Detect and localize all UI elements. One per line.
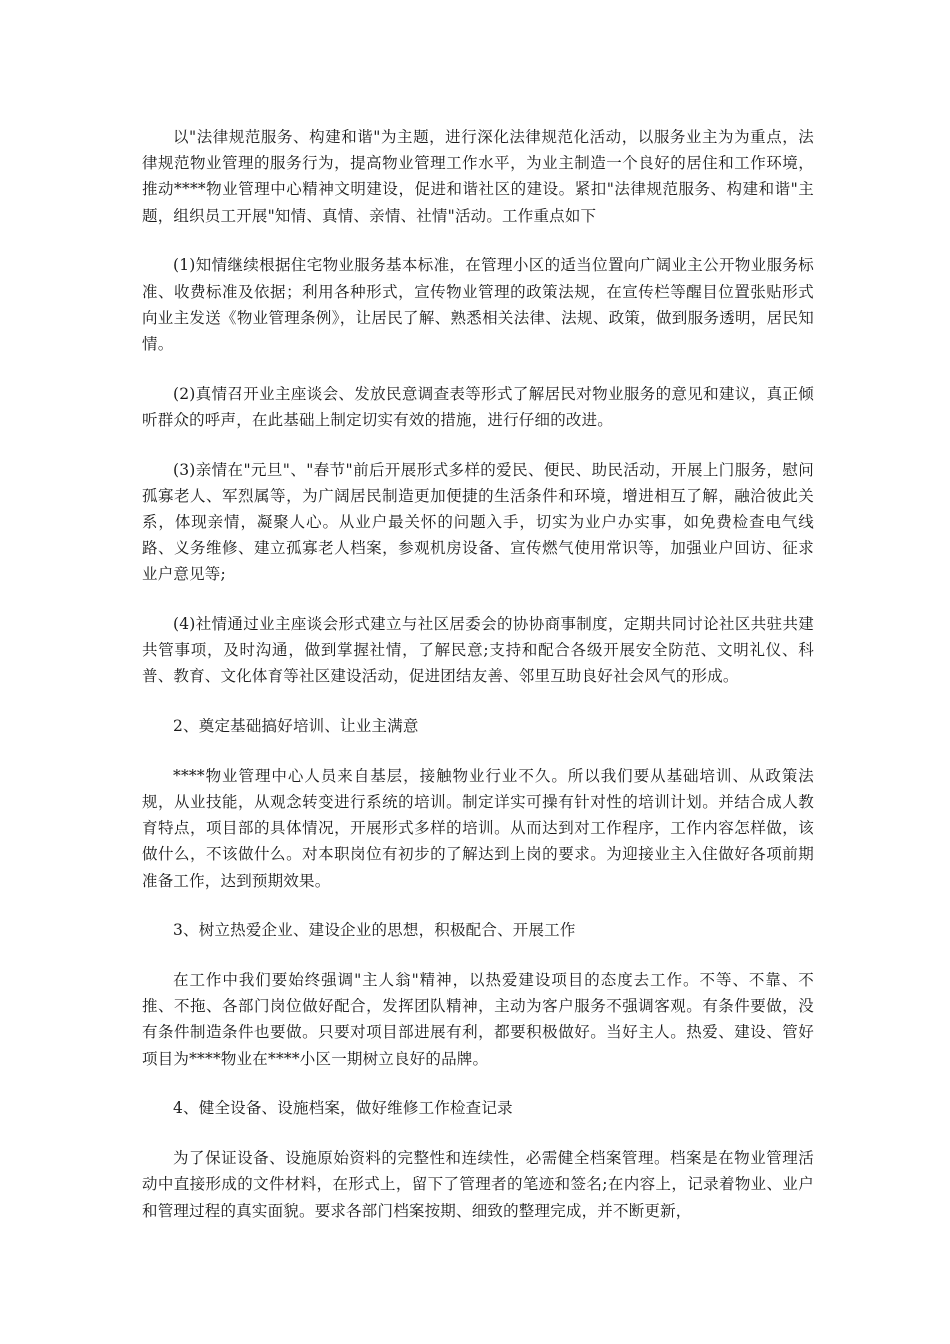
item-1-paragraph: (1)知情继续根据住宅物业服务基本标准，在管理小区的适当位置向广阔业主公开物业服务标准、收费标准及依据；利用各种形式，宣传物业管理的政策法规，在宣传栏等醒目位置张贴形式向业主发送《物业管理条例》，让居民了解、熟悉相关法律、法规、政策，做到服务透明，居民知情。: [142, 256, 814, 353]
document-body: [142, 124, 814, 1247]
item-4-paragraph: (4)社情通过业主座谈会形式建立与社区居委会的协协商事制度，定期共同讨论社区共驻共建共管事项，及时沟通，做到掌握社情，了解民意;支持和配合各级开展安全防范、文明礼仪、科普、教育、文化体育等社区建设活动，促进团结友善、邻里互助良好社会风气的形成。: [142, 615, 814, 686]
item-3-paragraph: (3)亲情在"元旦"、"春节"前后开展形式多样的爱民、便民、助民活动，开展上门服务，慰问孤寡老人、军烈属等，为广阔居民制造更加便捷的生活条件和环境，增进相互了解，融洽彼此关系，体现亲情，凝聚人心。从业户最关怀的问题入手，切实为业户办实事，如免费检查电气线路、义务维修、建立孤寡老人档案，参观机房设备、宣传燃气使用常识等，加强业户回访、征求业户意见等;: [142, 460, 814, 584]
item-2-paragraph: (2)真情召开业主座谈会、发放民意调查表等形式了解居民对物业服务的意见和建议，真正倾听群众的呼声，在此基础上制定切实有效的措施，进行仔细的改进。: [142, 384, 814, 429]
section-3-paragraph: 在工作中我们要始终强调"主人翁"精神，以热爱建设项目的态度去工作。不等、不靠、不推、不拖、各部门岗位做好配合，发挥团队精神，主动为客户服务不强调客观。有条件要做，没有条件制造条件也要做。只要对项目部进展有利，都要积极做好。当好主人。热爱、建设、管好项目为****物业在****小区一期树立良好的品牌。: [142, 971, 814, 1068]
section-2-paragraph: ****物业管理中心人员来自基层，接触物业行业不久。所以我们要从基础培训、从政策法规，从业技能，从观念转变进行系统的培训。制定详实可操有针对性的培训计划。并结合成人教育特点，项目部的具体情况，开展形式多样的培训。从而达到对工作程序，工作内容怎样做，该做什么，不该做什么。对本职岗位有初步的了解达到上岗的要求。为迎接业主入住做好各项前期准备工作，达到预期效果。: [142, 766, 814, 890]
section-4-paragraph: 为了保证设备、设施原始资料的完整性和连续性，必需健全档案管理。档案是在物业管理活动中直接形成的文件材料，在形式上，留下了管理者的笔迹和签名;在内容上，记录着物业、业户和管理过程的真实面貌。要求各部门档案按期、细致的整理完成，并不断更新，: [142, 1149, 814, 1220]
section-2-heading: 2、奠定基础搞好培训、让业主满意: [173, 717, 419, 736]
intro-paragraph: 以"法律规范服务、构建和谐"为主题，进行深化法律规范化活动，以服务业主为为重点，法律规范物业管理的服务行为，提高物业管理工作水平，为业主制造一个良好的居住和工作环境，推动****物业管理中心精神文明建设，促进和谐社区的建设。紧扣"法律规范服务、构建和谐"主题，组织员工开展"知情、真情、亲情、社情"活动。工作重点如下: [142, 128, 814, 225]
section-3-heading: 3、树立热爱企业、建设企业的思想，积极配合、开展工作: [173, 921, 576, 940]
section-4-heading: 4、健全设备、设施档案，做好维修工作检查记录: [173, 1099, 513, 1118]
